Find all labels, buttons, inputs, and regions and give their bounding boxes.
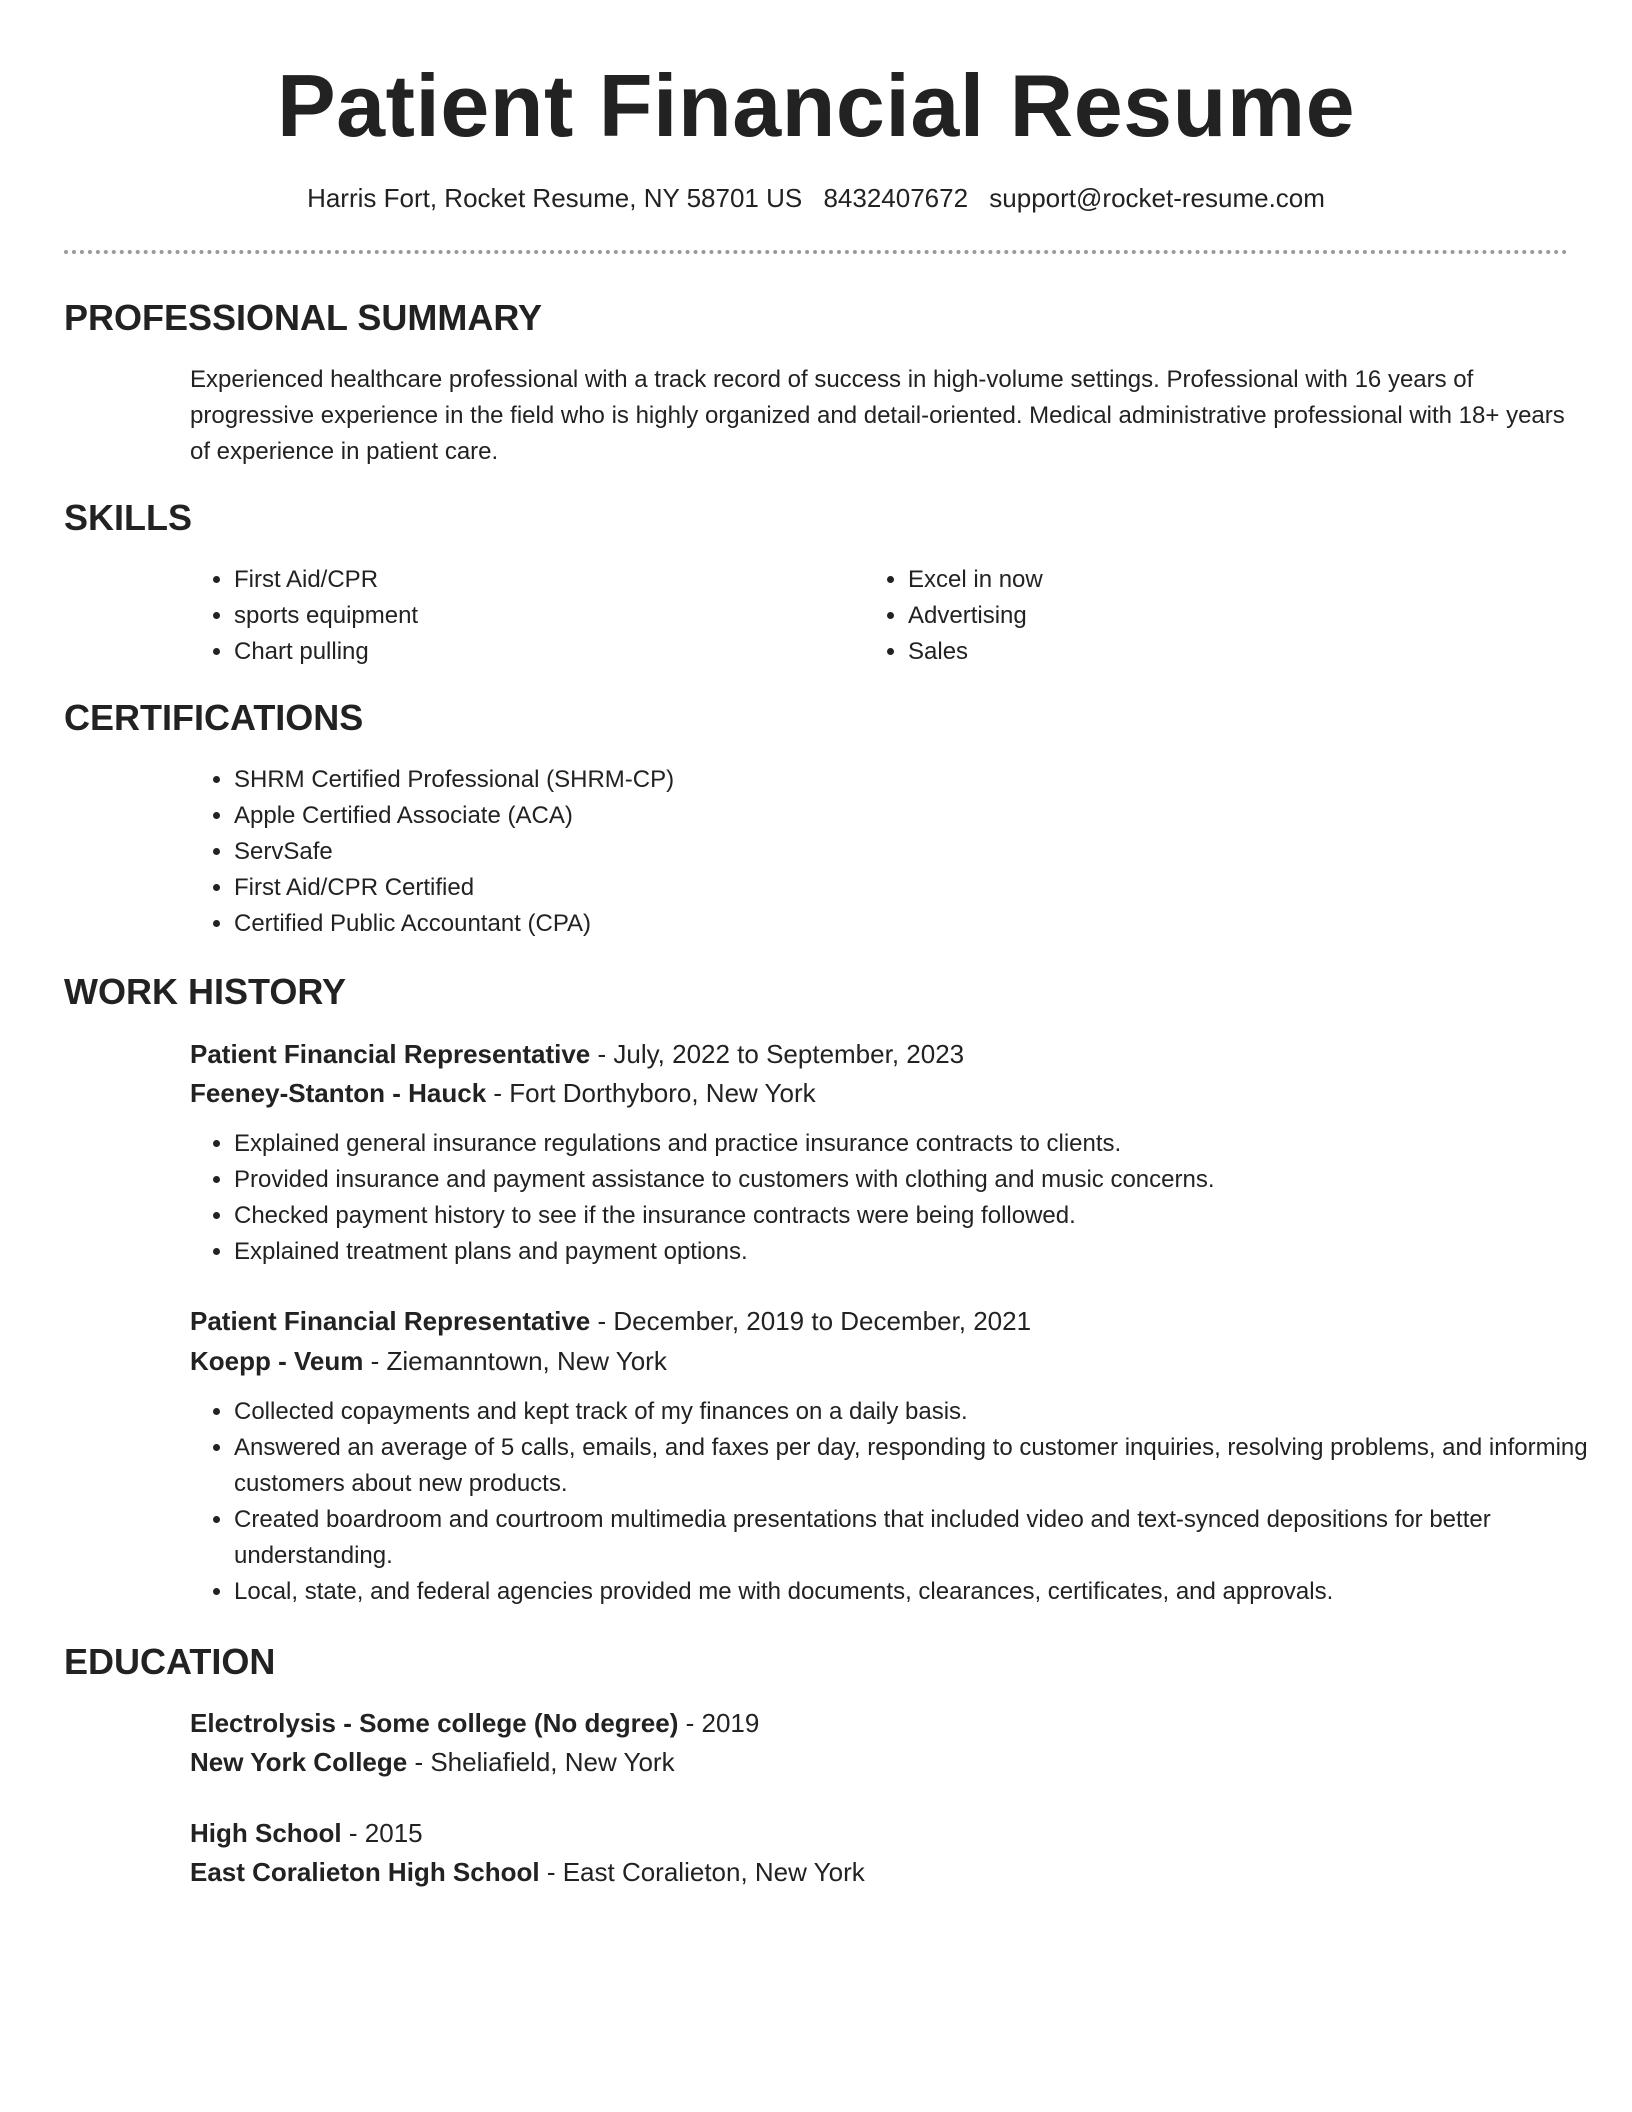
education-degree-line	[190, 1704, 759, 1742]
job-bullet: • Explained general insurance regulations and practice insurance contracts to clients.	[234, 1126, 1614, 1162]
work-history-heading: WORK HISTORY	[64, 971, 347, 1012]
education-year: - 2019	[678, 1708, 760, 1738]
skill-item: • First Aid/CPR	[234, 562, 834, 598]
job-location: - Ziemanntown, New York	[363, 1346, 667, 1376]
skill-item: • sports equipment	[234, 598, 834, 634]
certification-item: • First Aid/CPR Certified	[234, 870, 1534, 906]
education-location: - Sheliafield, New York	[407, 1747, 675, 1777]
certifications-list	[190, 762, 1534, 942]
skills-list-left	[190, 562, 834, 670]
education-degree-line	[190, 1814, 423, 1852]
job-location: - Fort Dorthyboro, New York	[486, 1078, 816, 1108]
skill-item: • Sales	[908, 634, 1508, 670]
education-school: East Coralieton High School	[190, 1857, 540, 1887]
certification-item: • Certified Public Accountant (CPA)	[234, 906, 1534, 942]
job-bullet: • Collected copayments and kept track of my finances on a daily basis.	[234, 1394, 1614, 1430]
certification-item: • SHRM Certified Professional (SHRM-CP)	[234, 762, 1534, 798]
job-bullets	[190, 1126, 1614, 1270]
job-title-line	[190, 1302, 1031, 1340]
education-heading: EDUCATION	[64, 1641, 276, 1682]
job-company: Koepp - Veum	[190, 1346, 364, 1376]
education-school: New York College	[190, 1747, 408, 1777]
certification-item: • ServSafe	[234, 834, 1534, 870]
contact-email: support@rocket-resume.com	[989, 183, 1325, 213]
skills-list-right	[864, 562, 1508, 670]
job-bullet: • Local, state, and federal agencies provided me with documents, clearances, certificates, and approvals.	[234, 1574, 1614, 1610]
education-school-line	[190, 1853, 865, 1891]
certifications-heading: CERTIFICATIONS	[64, 697, 364, 738]
education-location: - East Coralieton, New York	[539, 1857, 865, 1887]
job-bullet: • Checked payment history to see if the insurance contracts were being followed.	[234, 1198, 1614, 1234]
summary-text: Experienced healthcare professional with a track record of success in high-volume settings. Professional with 16 years of progressive experience in the field who is highly organized and detail-oriented. Medical administrative professional with 18+ years of experience in patient care.	[190, 366, 1565, 465]
header-divider	[64, 250, 1568, 254]
job-bullet: • Explained treatment plans and payment options.	[234, 1234, 1614, 1270]
skill-item: • Excel in now	[908, 562, 1508, 598]
education-degree: Electrolysis - Some college (No degree)	[190, 1708, 679, 1738]
summary-heading: PROFESSIONAL SUMMARY	[64, 297, 543, 338]
job-role: Patient Financial Representative	[190, 1306, 591, 1336]
certification-item: • Apple Certified Associate (ACA)	[234, 798, 1534, 834]
education-degree: High School	[190, 1818, 342, 1848]
education-school-line	[190, 1743, 675, 1781]
job-dates: - July, 2022 to September, 2023	[590, 1039, 965, 1069]
job-company-line	[190, 1342, 667, 1380]
education-year: - 2015	[341, 1818, 423, 1848]
contact-phone: 8432407672	[823, 183, 969, 213]
job-bullet: • Answered an average of 5 calls, emails, and faxes per day, responding to customer inquiries, resolving problems, and informing customers about new products.	[234, 1430, 1614, 1502]
job-title-line	[190, 1035, 964, 1073]
skill-item: • Advertising	[908, 598, 1508, 634]
job-bullets	[190, 1394, 1614, 1610]
skill-item: • Chart pulling	[234, 634, 834, 670]
job-company: Feeney-Stanton - Hauck	[190, 1078, 487, 1108]
job-dates: - December, 2019 to December, 2021	[590, 1306, 1032, 1336]
job-bullet: • Provided insurance and payment assistance to customers with clothing and music concerns.	[234, 1162, 1614, 1198]
contact-line	[0, 182, 1632, 214]
job-company-line	[190, 1074, 816, 1112]
contact-address: Harris Fort, Rocket Resume, NY 58701 US	[307, 183, 803, 213]
job-bullet: • Created boardroom and courtroom multimedia presentations that included video and text-synced depositions for better understanding.	[234, 1502, 1614, 1574]
resume-title: Patient Financial Resume	[276, 56, 1356, 155]
job-role: Patient Financial Representative	[190, 1039, 591, 1069]
skills-heading: SKILLS	[64, 497, 193, 538]
